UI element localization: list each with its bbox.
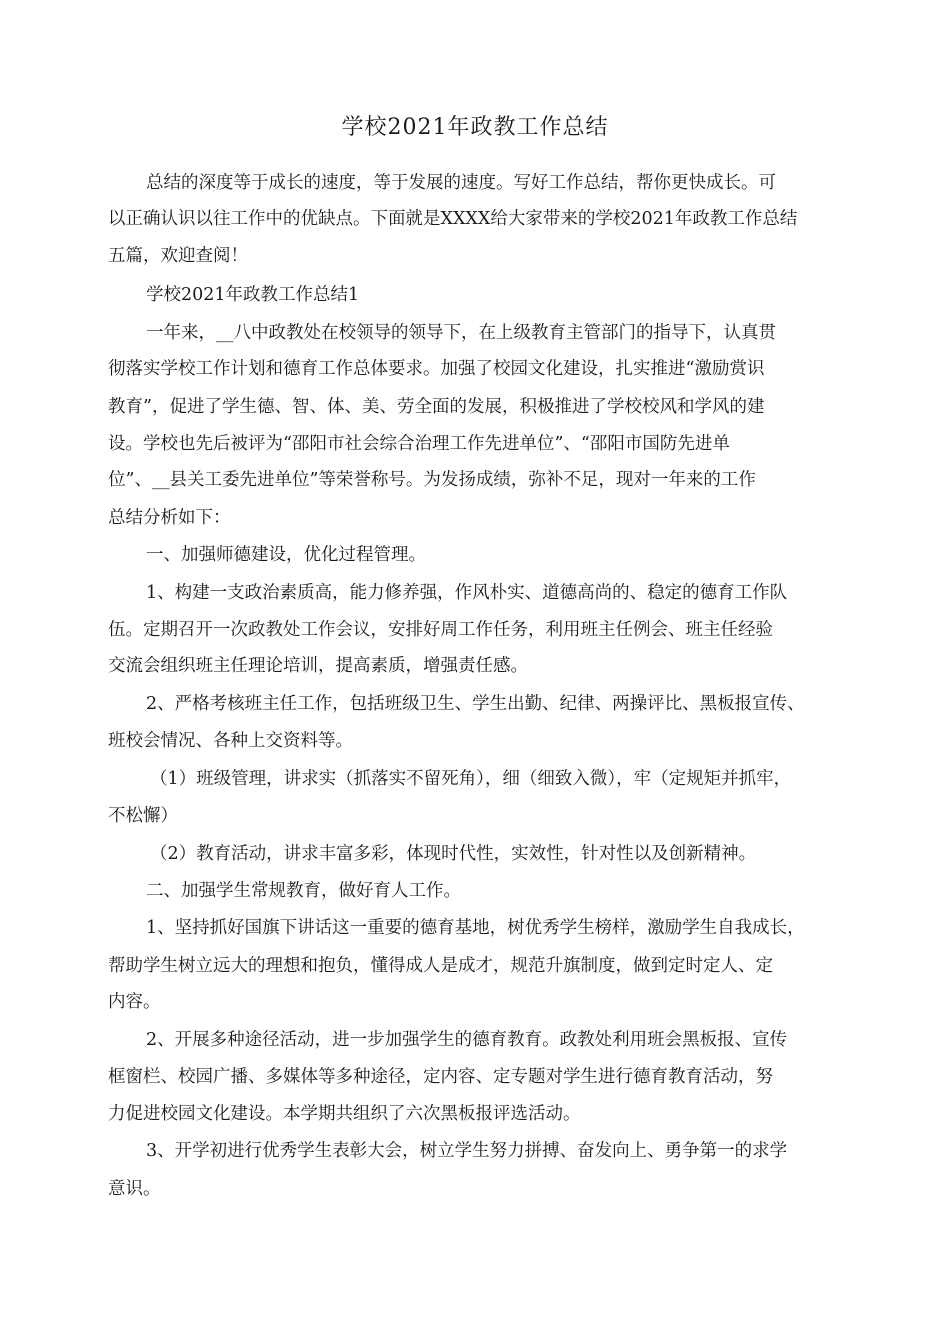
text-line: 班校会情况、各种上交资料等。	[108, 731, 353, 751]
section-heading: 二、加强学生常规教育，做好育人工作。	[146, 881, 461, 901]
text-line: 一年来，__八中政教处在校领导的领导下，在上级教育主管部门的指导下，认真贯	[146, 323, 776, 343]
section-heading: 一、加强师德建设，优化过程管理。	[146, 545, 426, 565]
text-line: 不松懈）	[108, 806, 178, 826]
text-line: 位”、__县关工委先进单位”等荣誉称号。为发扬成绩，弥补不足，现对一年来的工作	[108, 470, 756, 490]
text-line: 交流会组织班主任理论培训，提高素质，增强责任感。	[108, 656, 528, 676]
text-line: 2、严格考核班主任工作，包括班级卫生、学生出勤、纪律、两操评比、黑板报宣传、	[146, 694, 805, 714]
text-line: （2）教育活动，讲求丰富多彩，体现时代性，实效性，针对性以及创新精神。	[150, 844, 757, 864]
text-line: 彻落实学校工作计划和德育工作总体要求。加强了校园文化建设，扎实推进“激励赏识	[108, 359, 765, 379]
text-line: 伍。定期召开一次政教处工作会议，安排好周工作任务，利用班主任例会、班主任经验	[108, 620, 773, 640]
text-line: （1）班级管理，讲求实（抓落实不留死角），细（细致入微），牢（定规矩并抓牢，	[150, 769, 792, 789]
text-line: 2、开展多种途径活动，进一步加强学生的德育教育。政教处利用班会黑板报、宣传	[146, 1030, 788, 1050]
text-line: 力促进校园文化建设。本学期共组织了六次黑板报评选活动。	[108, 1104, 581, 1124]
text-line: 设。学校也先后被评为“邵阳市社会综合治理工作先进单位”、“邵阳市国防先进单	[108, 434, 730, 454]
text-line: 总结的深度等于成长的速度，等于发展的速度。写好工作总结，帮你更快成长。可	[146, 173, 776, 193]
text-line: 总结分析如下：	[108, 508, 231, 528]
text-line: 意识。	[108, 1179, 161, 1199]
text-line: 3、开学初进行优秀学生表彰大会，树立学生努力拼搏、奋发向上、勇争第一的求学	[146, 1141, 788, 1161]
text-line: 1、构建一支政治素质高，能力修养强，作风朴实、道德高尚的、稳定的德育工作队	[146, 583, 788, 603]
section-heading: 学校2021年政教工作总结1	[146, 285, 360, 305]
document-title: 学校2021年政教工作总结	[341, 115, 609, 140]
text-line: 帮助学生树立远大的理想和抱负，懂得成人是成才，规范升旗制度，做到定时定人、定	[108, 956, 773, 976]
text-line: 框窗栏、校园广播、多媒体等多种途径，定内容、定专题对学生进行德育教育活动，努	[108, 1067, 773, 1087]
text-line: 内容。	[108, 992, 161, 1012]
text-line: 五篇，欢迎查阅！	[108, 246, 248, 266]
text-line: 以正确认识以往工作中的优缺点。下面就是XXXX给大家带来的学校2021年政教工作总结	[108, 209, 798, 229]
text-line: 1、坚持抓好国旗下讲话这一重要的德育基地，树优秀学生榜样，激励学生自我成长，	[146, 918, 805, 938]
text-line: 教育”，促进了学生德、智、体、美、劳全面的发展，积极推进了学校校风和学风的建	[108, 397, 765, 417]
